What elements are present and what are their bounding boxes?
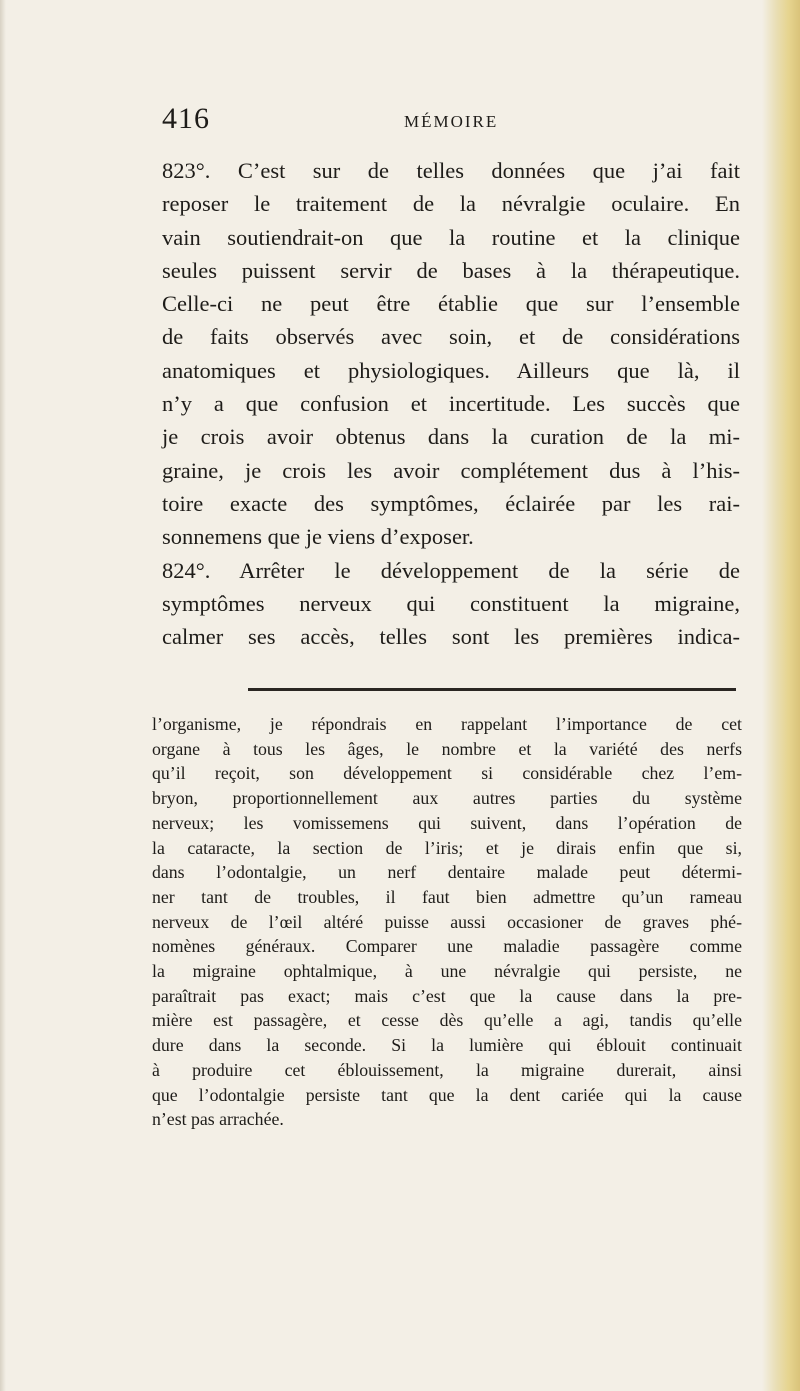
page-number: 416: [162, 102, 210, 135]
text-line: sonnemens que je viens d’exposer.: [162, 524, 474, 550]
text-line: graine, je crois les avoir complétement dus à l’his-: [162, 457, 740, 483]
text-line: 824°. Arrêter le développement de la série de: [162, 557, 740, 583]
page-edge: [762, 0, 800, 1391]
text-line: seules puissent servir de bases à la thérapeutique.: [162, 257, 740, 283]
footnote-line: bryon, proportionnellement aux autres parties du système: [152, 788, 742, 809]
footnote-line: la migraine ophtalmique, à une névralgie qui persiste, ne: [152, 961, 742, 982]
page-gutter-shadow: [0, 0, 6, 1391]
text-line: reposer le traitement de la névralgie oculaire. En: [162, 191, 740, 217]
footnote-line: que l’odontalgie persiste tant que la dent cariée qui la cause: [152, 1084, 742, 1105]
footnote-line: la cataracte, la section de l’iris; et je dirais enfin que si,: [152, 837, 742, 858]
footnote-line: qu’il reçoit, son développement si considérable chez l’em-: [152, 763, 742, 784]
text-line: calmer ses accès, telles sont les premières indica-: [162, 624, 740, 650]
footnote: [152, 712, 742, 1132]
text-line: Celle-ci ne peut être établie que sur l’ensemble: [162, 291, 740, 317]
page-header: [162, 102, 740, 142]
footnote-line: l’organisme, je répondrais en rappelant l’importance de cet: [152, 714, 742, 734]
main-text: [162, 154, 740, 653]
text-line: anatomiques et physiologiques. Ailleurs que là, il: [162, 357, 740, 383]
text-line: je crois avoir obtenus dans la curation de la mi-: [162, 424, 740, 450]
text-line: de faits observés avec soin, et de considérations: [162, 324, 740, 350]
text-line: 823°. C’est sur de telles données que j’ai fait: [162, 158, 740, 183]
footnote-line: nerveux de l’œil altéré puisse aussi occasioner de graves phé-: [152, 911, 742, 932]
text-line: toire exacte des symptômes, éclairée par les rai-: [162, 490, 740, 516]
footnote-line: dans l’odontalgie, un nerf dentaire malade peut détermi-: [152, 862, 742, 883]
text-line: symptômes nerveux qui constituent la migraine,: [162, 590, 740, 616]
footnote-line: nomènes généraux. Comparer une maladie passagère comme: [152, 936, 742, 957]
text-line: vain soutiendrait-on que la routine et la clinique: [162, 224, 740, 250]
footnote-line: paraîtrait pas exact; mais c’est que la cause dans la pre-: [152, 985, 742, 1006]
footnote-line: nerveux; les vomissemens qui suivent, dans l’opération de: [152, 812, 742, 833]
footnote-line: à produire cet éblouissement, la migraine durerait, ainsi: [152, 1059, 742, 1080]
footnote-line: organe à tous les âges, le nombre et la variété des nerfs: [152, 738, 742, 759]
text-line: n’y a que confusion et incertitude. Les succès que: [162, 391, 740, 417]
footnote-separator: [248, 688, 736, 691]
footnote-line: ner tant de troubles, il faut bien admettre qu’un rameau: [152, 886, 742, 907]
footnote-line: n’est pas arrachée.: [152, 1109, 284, 1130]
footnote-line: mière est passagère, et cesse dès qu’elle a agi, tandis qu’elle: [152, 1010, 742, 1031]
footnote-line: dure dans la seconde. Si la lumière qui éblouit continuait: [152, 1035, 742, 1056]
running-head: MÉMOIRE: [404, 112, 499, 131]
